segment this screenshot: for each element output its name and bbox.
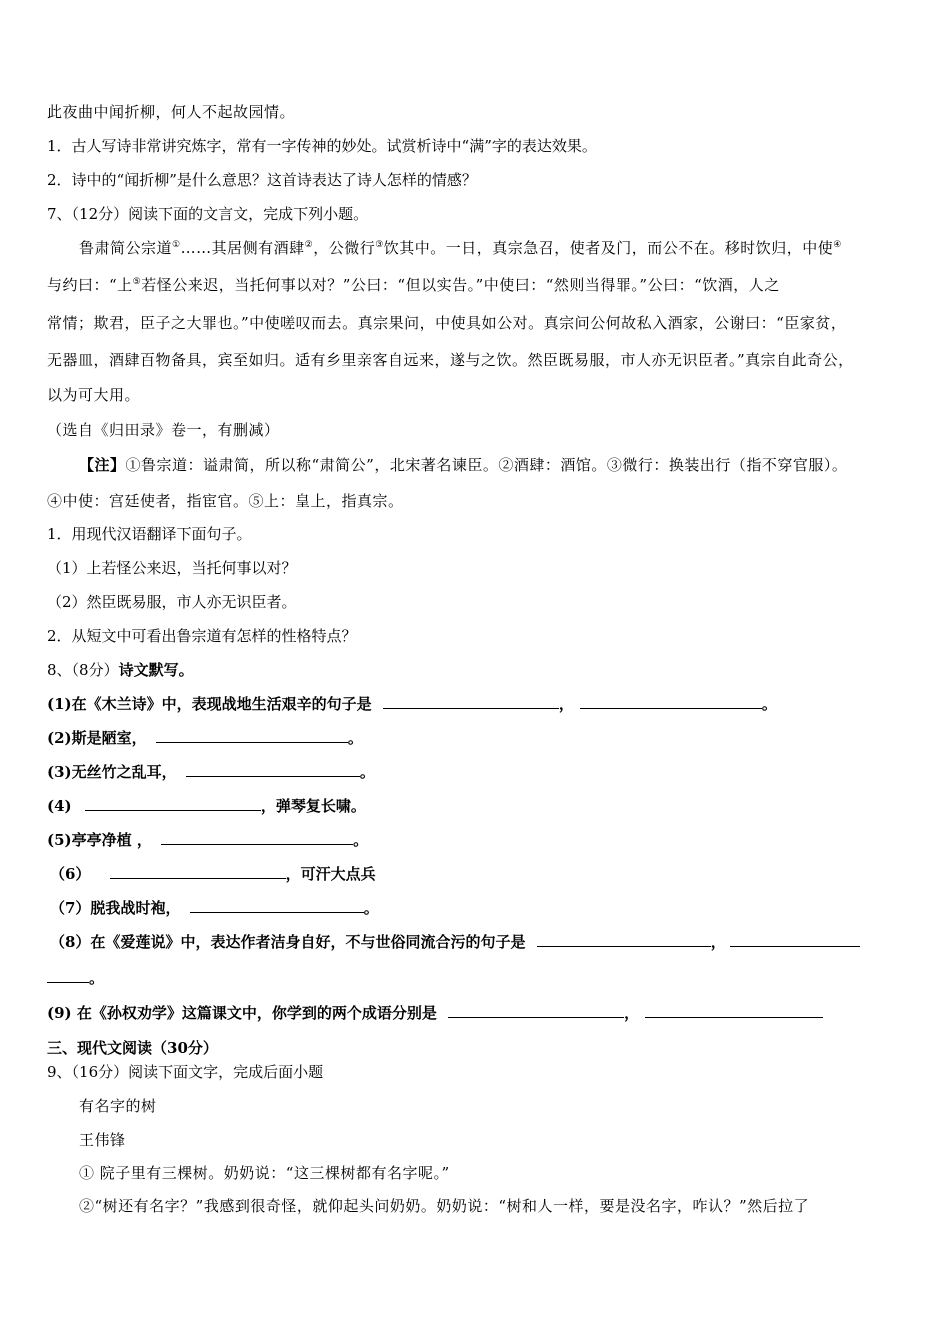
q7-passage-line-4: 无器皿，酒肆百物备具，宾至如归。适有乡里亲客自远来，遂与之饮。然臣既易服，市人亦无识臣者。”真宗自此奇公， (47, 351, 854, 369)
footnote-marker: ⑤ (132, 277, 142, 287)
item-text: （7）脱我战时袍， (50, 899, 181, 917)
q7-passage-text: 若怪公来迟，当托何事以对？”公曰：“但以实告。”中使曰：“然则当得罪。”公曰：“饮酒，人之 (141, 276, 780, 294)
note-text: ①鲁宗道：谥肃简，所以称“肃简公”，北宋著名谏臣。②酒肆：酒馆。③微行：换装出行（指不穿官服）。 (125, 456, 848, 474)
q9-paragraph-2: ②“树还有名字？”我感到很奇怪，就仰起头问奶奶。奶奶说：“树和人一样，要是没名字，咋认？”然后拉了 (79, 1197, 810, 1215)
q7-source: （选自《归田录》卷一，有删减） (47, 421, 280, 439)
terminator: 。 (359, 763, 375, 781)
separator: ， (710, 933, 726, 951)
item-text: (5)亭亭净植 ， (47, 831, 152, 849)
item-text: (2)斯是陋室， (47, 729, 147, 747)
q8-item-5 (47, 830, 368, 850)
separator: ， (558, 695, 574, 713)
footnote-marker: ② (304, 240, 314, 250)
q7-passage-line-5: 以为可大用。 (47, 386, 141, 404)
answer-blank[interactable] (186, 762, 360, 777)
answer-blank[interactable] (156, 728, 348, 743)
item-text: (3)无丝竹之乱耳， (47, 763, 177, 781)
answer-blank[interactable] (448, 1003, 624, 1018)
terminator: 。 (347, 729, 363, 747)
q7-notes-line-2: ④中使：宫廷使者，指宦官。⑤上：皇上，指真宗。 (47, 492, 404, 510)
q8-item-8-wrap (47, 968, 104, 988)
q7-subquestion-1a: （1）上若怪公来迟，当托何事以对？ (47, 559, 297, 577)
q7-subquestion-2: 2．从短文中可看出鲁宗道有怎样的性格特点？ (47, 627, 357, 645)
item-text: （8）在《爱莲说》中，表达作者洁身自好，不与世俗同流合污的句子是 (50, 933, 526, 951)
answer-blank[interactable] (645, 1003, 823, 1018)
q9-article-author: 王伟锋 (79, 1131, 126, 1149)
section-3-heading: 三、现代文阅读（30分） (47, 1039, 218, 1057)
q8-heading (47, 660, 194, 680)
q7-passage-line-2 (47, 275, 780, 295)
answer-blank[interactable] (110, 864, 286, 879)
footnote-marker: ④ (833, 240, 842, 250)
q8-item-7 (50, 898, 379, 918)
answer-blank[interactable] (85, 796, 261, 811)
q8-title: 诗文默写。 (118, 661, 194, 679)
q8-item-2 (47, 728, 363, 748)
answer-blank[interactable] (190, 898, 364, 913)
q9-paragraph-1: ① 院子里有三棵树。奶奶说：“这三棵树都有名字呢。” (79, 1164, 450, 1182)
item-number: (4) (47, 797, 72, 815)
separator: ， (624, 1004, 640, 1022)
q7-passage-text: ，公微行 (313, 239, 376, 257)
terminator: 。 (761, 695, 777, 713)
q7-passage-text: 鲁肃简公宗道 (79, 239, 173, 257)
terminator: 。 (353, 831, 369, 849)
note-label: 【注】 (79, 456, 126, 474)
q7-notes-line-1 (79, 455, 847, 475)
q8-item-9 (47, 1003, 823, 1023)
q6-subquestion-1: 1．古人写诗非常讲究炼字，常有一字传神的妙处。试赏析诗中“满”字的表达效果。 (47, 137, 597, 155)
q8-item-8 (50, 932, 860, 952)
item-text: (9) 在《孙权劝学》这篇课文中，你学到的两个成语分别是 (47, 1004, 437, 1022)
footnote-marker: ① (172, 240, 181, 250)
q8-number: 8、（8分） (47, 661, 119, 679)
answer-blank[interactable] (580, 694, 762, 709)
answer-blank[interactable] (383, 694, 559, 709)
q9-article-title: 有名字的树 (79, 1097, 157, 1115)
terminator: 。 (89, 969, 105, 987)
q7-passage-line-1 (79, 238, 842, 258)
poem-tail: 此夜曲中闻折柳，何人不起故园情。 (47, 103, 296, 121)
answer-blank[interactable] (537, 932, 711, 947)
answer-blank[interactable] (730, 932, 860, 947)
item-number: （6） (50, 865, 91, 883)
q8-item-4 (47, 796, 366, 816)
q7-subquestion-1: 1．用现代汉语翻译下面句子。 (47, 525, 252, 543)
item-text: ，弹琴复长啸。 (260, 797, 366, 815)
q7-passage-text: 饮其中。一日，真宗急召，使者及门，而公不在。移时饮归，中使 (383, 239, 834, 257)
q7-passage-text: 与约曰：“上 (47, 276, 133, 294)
q7-heading: 7、（12分）阅读下面的文言文，完成下列小题。 (47, 205, 369, 223)
q8-item-3 (47, 762, 375, 782)
q6-subquestion-2: 2．诗中的“闻折柳”是什么意思？这首诗表达了诗人怎样的情感？ (47, 171, 477, 189)
q8-item-1 (47, 694, 777, 714)
q7-subquestion-1b: （2）然臣既易服，市人亦无识臣者。 (47, 593, 297, 611)
answer-blank[interactable] (161, 830, 353, 845)
terminator: 。 (363, 899, 379, 917)
q7-passage-line-3: 常情；欺君，臣子之大罪也。”中使嗟叹而去。真宗果问，中使具如公对。真宗问公何故私入酒家，公谢曰：“臣家贫， (47, 314, 847, 332)
item-text: (1)在《木兰诗》中，表现战地生活艰辛的句子是 (47, 695, 372, 713)
q8-item-6 (50, 864, 376, 884)
q7-passage-text: ……其居侧有酒肆 (180, 239, 305, 257)
footnote-marker: ③ (375, 240, 384, 250)
answer-blank[interactable] (47, 968, 89, 983)
item-text: ，可汗大点兵 (285, 865, 376, 883)
q9-heading: 9、（16分）阅读下面文字，完成后面小题 (47, 1063, 324, 1081)
